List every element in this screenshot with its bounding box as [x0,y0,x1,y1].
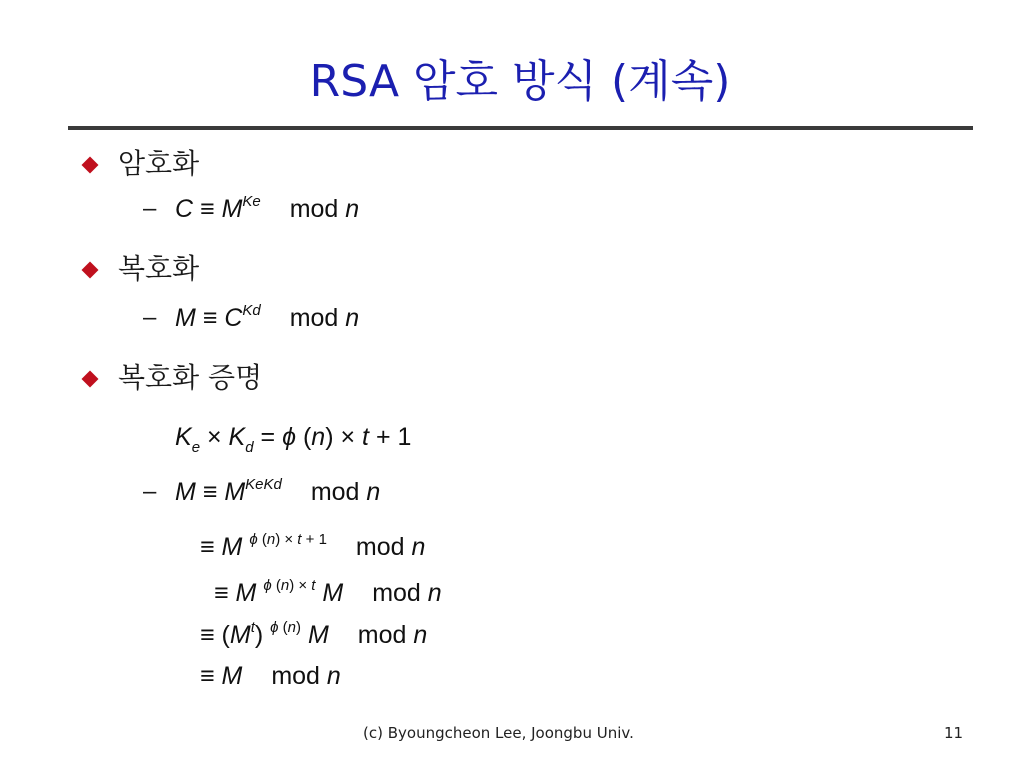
times-symbol: × [298,577,308,594]
dash-bullet: – [143,195,157,222]
var-M: M [322,579,344,607]
decryption-formula [175,303,359,337]
phi-symbol: ϕ [249,531,258,548]
var-n: n [280,577,290,594]
dash-bullet: – [143,478,157,505]
var-M: M [221,533,243,561]
var-n: n [287,619,297,636]
lparen: ( [221,621,230,649]
mod-text: mod [357,621,407,649]
var-M: M [221,662,243,690]
dash-bullet: – [143,304,157,331]
equiv-symbol: ≡ [214,579,229,607]
var-C: C [175,195,194,223]
times-symbol: × [284,531,294,548]
lparen: ( [275,577,281,594]
equiv-symbol: ≡ [200,195,215,223]
mod-text: mod [372,579,421,607]
var-t: t [311,577,316,594]
var-M: M [229,621,251,649]
lparen: ( [282,619,288,636]
var-n: n [311,423,326,451]
equiv-symbol: ≡ [200,621,215,649]
sub-d: d [245,439,254,456]
equiv-symbol: ≡ [200,533,215,561]
var-n: n [345,195,360,223]
var-M: M [307,621,329,649]
exp-Ke: Ke [242,193,261,210]
encryption-formula [175,194,359,228]
var-K: K [228,423,246,451]
times-symbol: × [340,423,356,451]
plus-symbol: + [375,423,391,451]
mod-text: mod [310,478,360,506]
equiv-symbol: ≡ [200,662,215,690]
diamond-bullet-icon [82,157,99,174]
var-t: t [362,423,369,451]
rparen: ) [325,423,334,451]
section-heading-decryption: 복호화 [118,252,200,285]
mod-text: mod [289,304,339,332]
exp-t: t [250,619,255,636]
var-K: K [175,423,192,451]
var-M: M [175,478,196,506]
diamond-bullet-icon [82,371,99,388]
var-n: n [427,579,442,607]
section-heading-encryption: 암호화 [118,147,200,180]
rparen: ) [296,619,302,636]
exp-Kd: Kd [242,302,261,319]
sub-e: e [191,439,201,456]
rparen: ) [289,577,295,594]
number-one: 1 [318,531,327,548]
key-relation-formula [175,422,411,456]
var-M: M [221,195,243,223]
var-C: C [224,304,243,332]
rparen: ) [254,621,264,649]
mod-text: mod [271,662,320,690]
exp-KeKd: KeKd [245,476,282,493]
title-divider [68,126,973,130]
equals-symbol: = [260,423,276,451]
proof-step-5 [200,661,341,691]
lparen: ( [261,531,267,548]
proof-step-3 [214,578,442,612]
var-n: n [366,478,381,506]
var-M: M [175,304,196,332]
section-heading-proof: 복호화 증명 [118,361,263,394]
phi-symbol: ϕ [263,577,272,594]
phi-symbol: ϕ [282,423,296,451]
lparen: ( [302,423,312,451]
var-M: M [235,579,257,607]
equiv-symbol: ≡ [202,478,218,506]
footer-credit: (c) Byoungcheon Lee, Joongbu Univ. [363,724,634,742]
equiv-symbol: ≡ [202,304,218,332]
var-M: M [224,478,246,506]
phi-symbol: ϕ [270,619,279,636]
rparen: ) [275,531,281,548]
var-n: n [411,533,426,561]
page-number: 11 [944,724,964,742]
number-one: 1 [397,423,412,451]
times-symbol: × [206,423,222,451]
diamond-bullet-icon [82,262,99,279]
var-n: n [345,304,360,332]
plus-symbol: + [305,531,315,548]
proof-step-1 [175,477,380,511]
var-n: n [413,621,428,649]
mod-text: mod [289,195,339,223]
var-t: t [297,531,302,548]
mod-text: mod [355,533,405,561]
var-n: n [266,531,276,548]
var-n: n [326,662,341,690]
proof-step-4 [200,620,427,654]
slide-title: RSA 암호 방식 (계속) [309,56,731,107]
proof-step-2 [200,532,425,566]
